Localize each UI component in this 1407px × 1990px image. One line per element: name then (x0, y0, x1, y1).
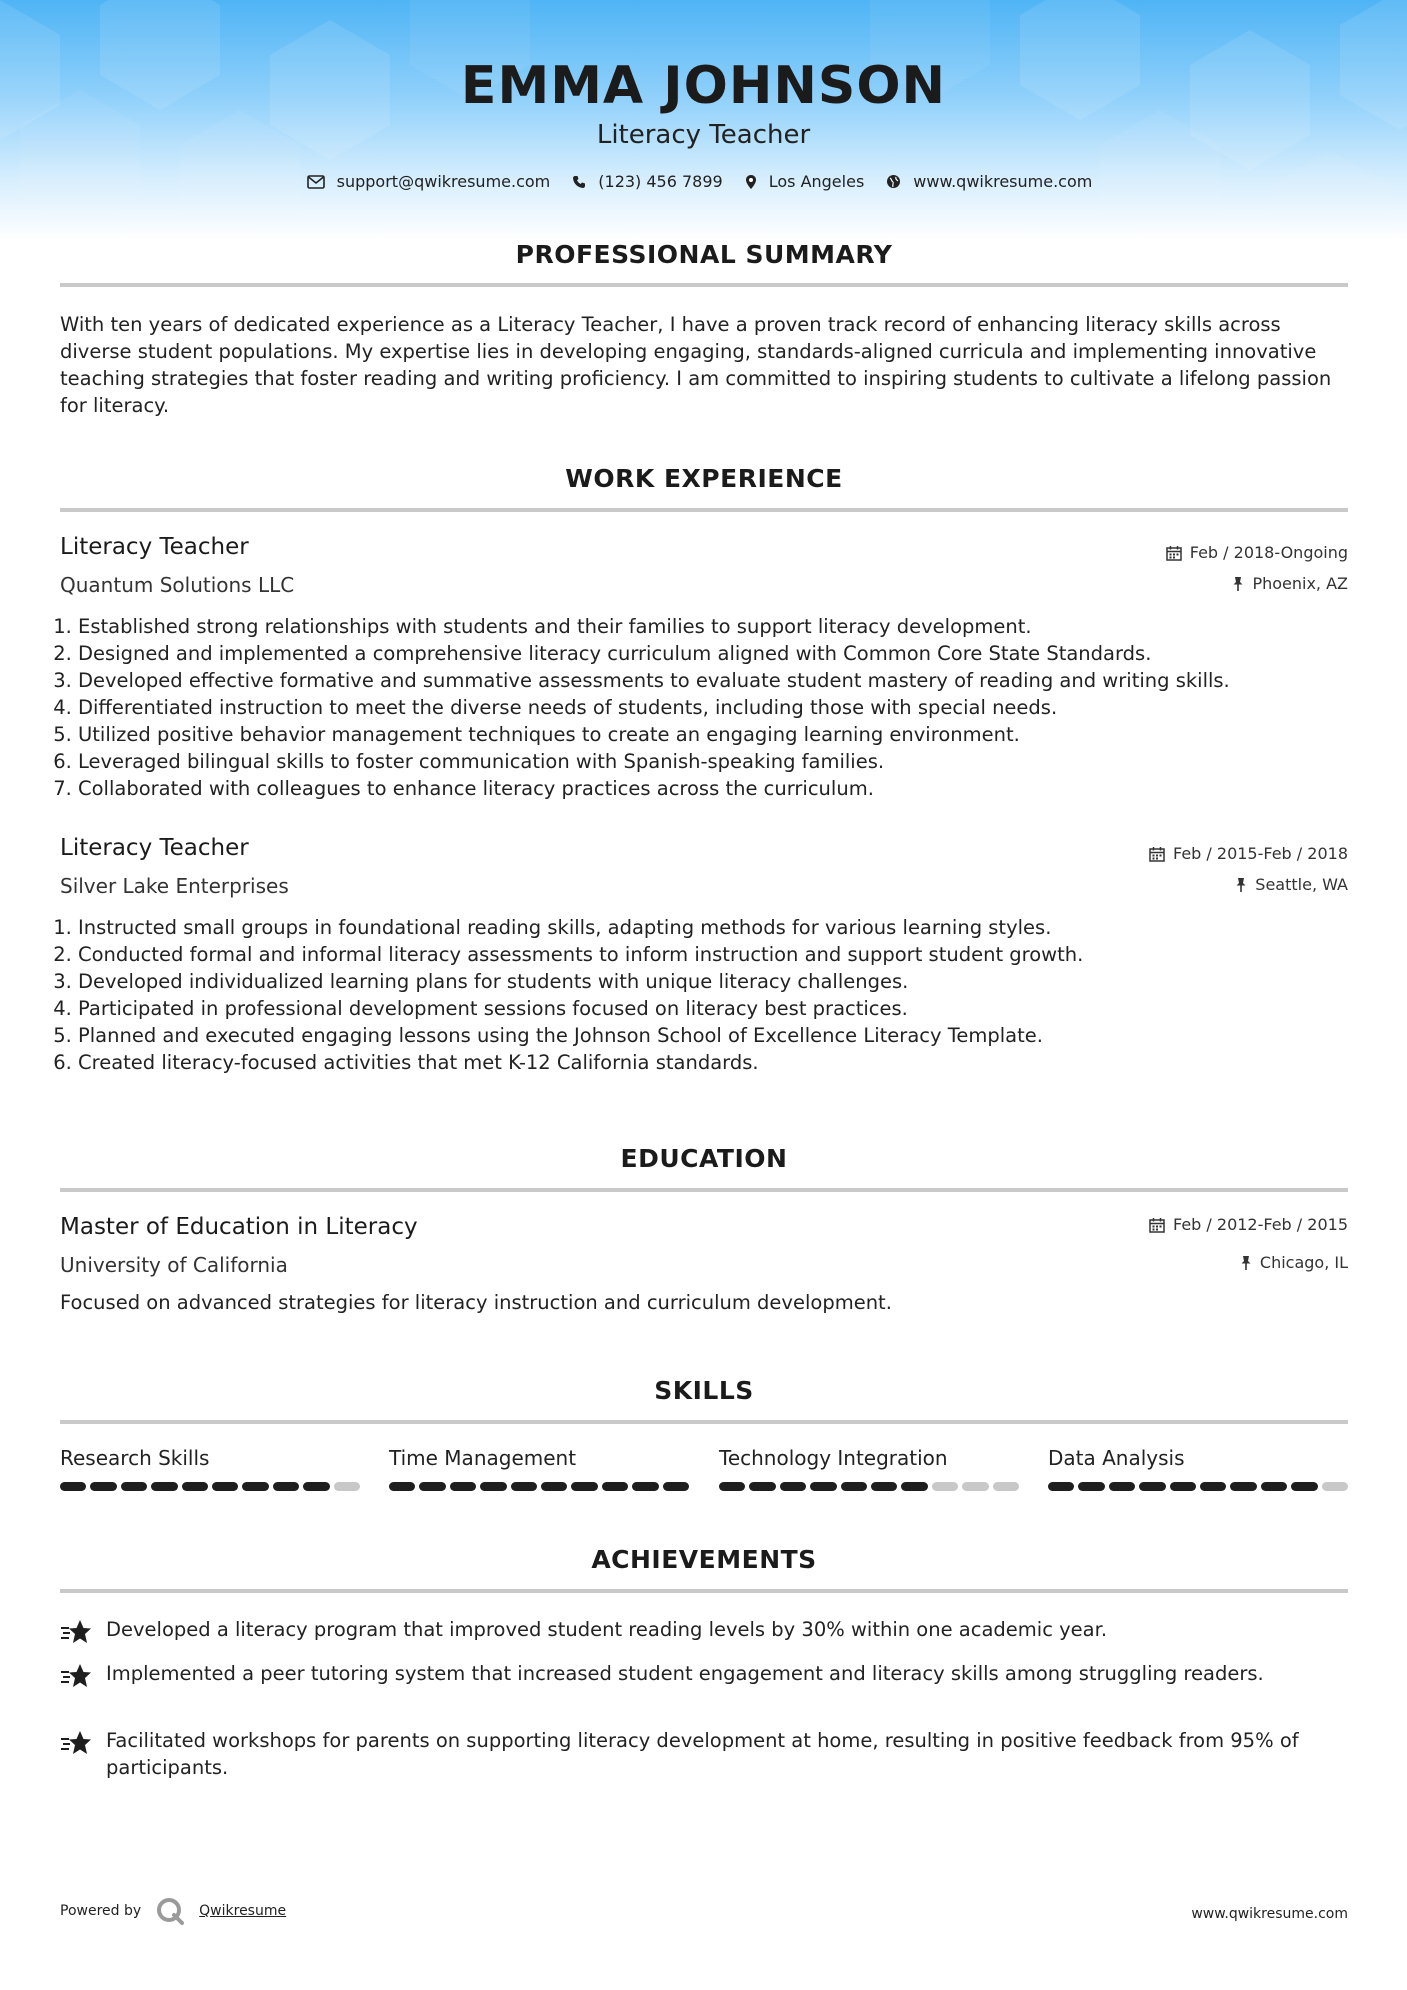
skill-name: Data Analysis (1048, 1446, 1185, 1470)
list-item: 7. Collaborated with colleagues to enhance literacy practices across the curriculum. (78, 775, 1368, 802)
skill-segment-filled (602, 1482, 628, 1491)
skill-level-bar (389, 1482, 689, 1491)
map-pin-icon (745, 174, 757, 190)
section-title-education: EDUCATION (620, 1144, 788, 1173)
job-location (1232, 574, 1348, 593)
contact-email[interactable] (307, 172, 551, 191)
skill-item (1048, 1446, 1348, 1491)
company-name: Quantum Solutions LLC (60, 573, 295, 597)
envelope-icon (307, 175, 325, 189)
job-location (1235, 875, 1348, 894)
job-title: Literacy Teacher (60, 534, 249, 560)
section-divider (60, 1188, 1348, 1192)
school-name: University of California (60, 1253, 288, 1277)
skill-level-bar (719, 1482, 1019, 1491)
list-item: 5. Utilized positive behavior management techniques to create an engaging learning environment. (78, 721, 1368, 748)
skill-segment-filled (1261, 1482, 1287, 1491)
header-banner (0, 0, 1407, 240)
list-item: 4. Differentiated instruction to meet the diverse needs of students, including those with special needs. (78, 694, 1368, 721)
skill-segment-filled (749, 1482, 775, 1491)
skill-segment-empty (993, 1482, 1019, 1491)
pushpin-icon (1232, 576, 1244, 592)
section-divider (60, 1420, 1348, 1424)
qwikresume-logo-icon (155, 1896, 185, 1926)
skill-segment-filled (632, 1482, 658, 1491)
education-description: Focused on advanced strategies for literacy instruction and curriculum development. (60, 1291, 892, 1314)
footer-website[interactable]: www.qwikresume.com (1191, 1906, 1348, 1922)
skill-segment-filled (719, 1482, 745, 1491)
pushpin-icon (1240, 1255, 1252, 1271)
job-bullets (60, 613, 1368, 802)
skill-segment-filled (1170, 1482, 1196, 1491)
phone-text: (123) 456 7899 (598, 172, 723, 191)
skill-segment-filled (303, 1482, 329, 1491)
star-icon (60, 1729, 92, 1757)
star-icon (60, 1662, 92, 1690)
education-dates-text: Feb / 2012-Feb / 2015 (1173, 1215, 1348, 1234)
contact-website[interactable] (886, 172, 1092, 191)
website-text: www.qwikresume.com (913, 172, 1093, 191)
skill-segment-filled (541, 1482, 567, 1491)
skill-segment-filled (419, 1482, 445, 1491)
section-divider (60, 508, 1348, 512)
skill-segment-filled (810, 1482, 836, 1491)
skill-segment-filled (273, 1482, 299, 1491)
contact-row (0, 172, 1407, 191)
calendar-icon (1149, 846, 1165, 862)
job-bullets (60, 914, 1368, 1076)
skill-segment-filled (1139, 1482, 1165, 1491)
skill-segment-filled (871, 1482, 897, 1491)
brand-link[interactable]: Qwikresume (199, 1903, 287, 1919)
company-name: Silver Lake Enterprises (60, 874, 289, 898)
skill-segment-filled (571, 1482, 597, 1491)
contact-phone[interactable] (572, 172, 722, 191)
list-item: 4. Participated in professional development sessions focused on literacy best practices. (78, 995, 1368, 1022)
skill-segment-filled (121, 1482, 147, 1491)
skill-name: Technology Integration (719, 1446, 948, 1470)
candidate-role: Literacy Teacher (596, 120, 811, 150)
skill-segment-filled (389, 1482, 415, 1491)
skill-segment-filled (1048, 1482, 1074, 1491)
skill-segment-empty (1322, 1482, 1348, 1491)
calendar-icon (1166, 545, 1182, 561)
achievement-item (60, 1660, 1350, 1690)
section-title-summary: PROFESSIONAL SUMMARY (515, 240, 893, 269)
globe-icon (886, 174, 901, 189)
skill-segment-filled (1291, 1482, 1317, 1491)
skill-level-bar (60, 1482, 360, 1491)
skill-segment-empty (932, 1482, 958, 1491)
education-location (1240, 1253, 1348, 1272)
skill-segment-filled (841, 1482, 867, 1491)
degree-title: Master of Education in Literacy (60, 1214, 418, 1240)
list-item: 2. Conducted formal and informal literacy assessments to inform instruction and support student growth. (78, 941, 1368, 968)
skill-segment-filled (450, 1482, 476, 1491)
skill-segment-filled (1200, 1482, 1226, 1491)
achievement-text: Developed a literacy program that improved student reading levels by 30% within one academic year. (106, 1618, 1108, 1641)
phone-icon (572, 175, 586, 189)
skill-segment-filled (151, 1482, 177, 1491)
skill-segment-filled (1230, 1482, 1256, 1491)
education-location-text: Chicago, IL (1259, 1253, 1348, 1272)
pushpin-icon (1235, 877, 1247, 893)
list-item: 3. Developed effective formative and summative assessments to evaluate student mastery of reading and writing skills. (78, 667, 1368, 694)
list-item: 3. Developed individualized learning plans for students with unique literacy challenges. (78, 968, 1368, 995)
skill-segment-filled (60, 1482, 86, 1491)
skill-segment-filled (663, 1482, 689, 1491)
list-item: 2. Designed and implemented a comprehensive literacy curriculum aligned with Common Core State Standards. (78, 640, 1368, 667)
email-text: support@qwikresume.com (336, 172, 551, 191)
skill-item (60, 1446, 360, 1491)
skill-segment-filled (182, 1482, 208, 1491)
skill-item (389, 1446, 689, 1491)
skill-segment-filled (1109, 1482, 1135, 1491)
star-icon (60, 1618, 92, 1646)
list-item: 6. Created literacy-focused activities that met K-12 California standards. (78, 1049, 1368, 1076)
list-item: 1. Established strong relationships with students and their families to support literacy development. (78, 613, 1368, 640)
footer-powered-by (60, 1896, 286, 1926)
skill-segment-filled (242, 1482, 268, 1491)
achievement-item (60, 1616, 1350, 1646)
job-location-text: Seattle, WA (1255, 875, 1348, 894)
skill-segment-filled (90, 1482, 116, 1491)
achievement-text: Implemented a peer tutoring system that increased student engagement and literacy skills among struggling readers. (106, 1662, 1264, 1685)
section-title-experience: WORK EXPERIENCE (565, 464, 843, 493)
achievement-text: Facilitated workshops for parents on supporting literacy development at home, resulting in positive feedback from 95% of participants. (106, 1729, 1299, 1779)
skill-item (719, 1446, 1019, 1491)
summary-text: With ten years of dedicated experience as a Literacy Teacher, I have a proven track record of enhancing literacy skills across diverse student populations. My expertise lies in developing engaging, standards-aligned curricula and implementing innovative teaching strategies that foster reading and writing proficiency. I am committed to inspiring students to cultivate a lifelong passion for literacy. (60, 313, 1332, 417)
job-title: Literacy Teacher (60, 835, 249, 861)
candidate-name: EMMA JOHNSON (460, 56, 947, 116)
skill-segment-empty (962, 1482, 988, 1491)
achievement-item (60, 1727, 1350, 1781)
list-item: 1. Instructed small groups in foundational reading skills, adapting methods for various learning styles. (78, 914, 1368, 941)
education-dates (1149, 1215, 1348, 1234)
skill-segment-filled (480, 1482, 506, 1491)
calendar-icon (1149, 1217, 1165, 1233)
skill-segment-filled (212, 1482, 238, 1491)
contact-location (745, 172, 865, 191)
skill-segment-filled (780, 1482, 806, 1491)
skill-level-bar (1048, 1482, 1348, 1491)
skill-segment-filled (901, 1482, 927, 1491)
skill-segment-empty (334, 1482, 360, 1491)
list-item: 6. Leveraged bilingual skills to foster communication with Spanish-speaking families. (78, 748, 1368, 775)
section-title-achievements: ACHIEVEMENTS (591, 1545, 817, 1574)
section-divider (60, 283, 1348, 287)
job-dates (1149, 844, 1348, 863)
job-dates-text: Feb / 2018-Ongoing (1189, 543, 1348, 562)
section-title-skills: SKILLS (654, 1376, 754, 1405)
skill-name: Time Management (389, 1446, 577, 1470)
list-item: 5. Planned and executed engaging lessons using the Johnson School of Excellence Literacy Template. (78, 1022, 1368, 1049)
section-divider (60, 1589, 1348, 1593)
job-dates (1166, 543, 1348, 562)
skill-segment-filled (1078, 1482, 1104, 1491)
job-dates-text: Feb / 2015-Feb / 2018 (1173, 844, 1348, 863)
location-text: Los Angeles (768, 172, 865, 191)
skill-name: Research Skills (60, 1446, 210, 1470)
job-location-text: Phoenix, AZ (1252, 574, 1348, 593)
skill-segment-filled (511, 1482, 537, 1491)
powered-by-label: Powered by (60, 1903, 142, 1919)
